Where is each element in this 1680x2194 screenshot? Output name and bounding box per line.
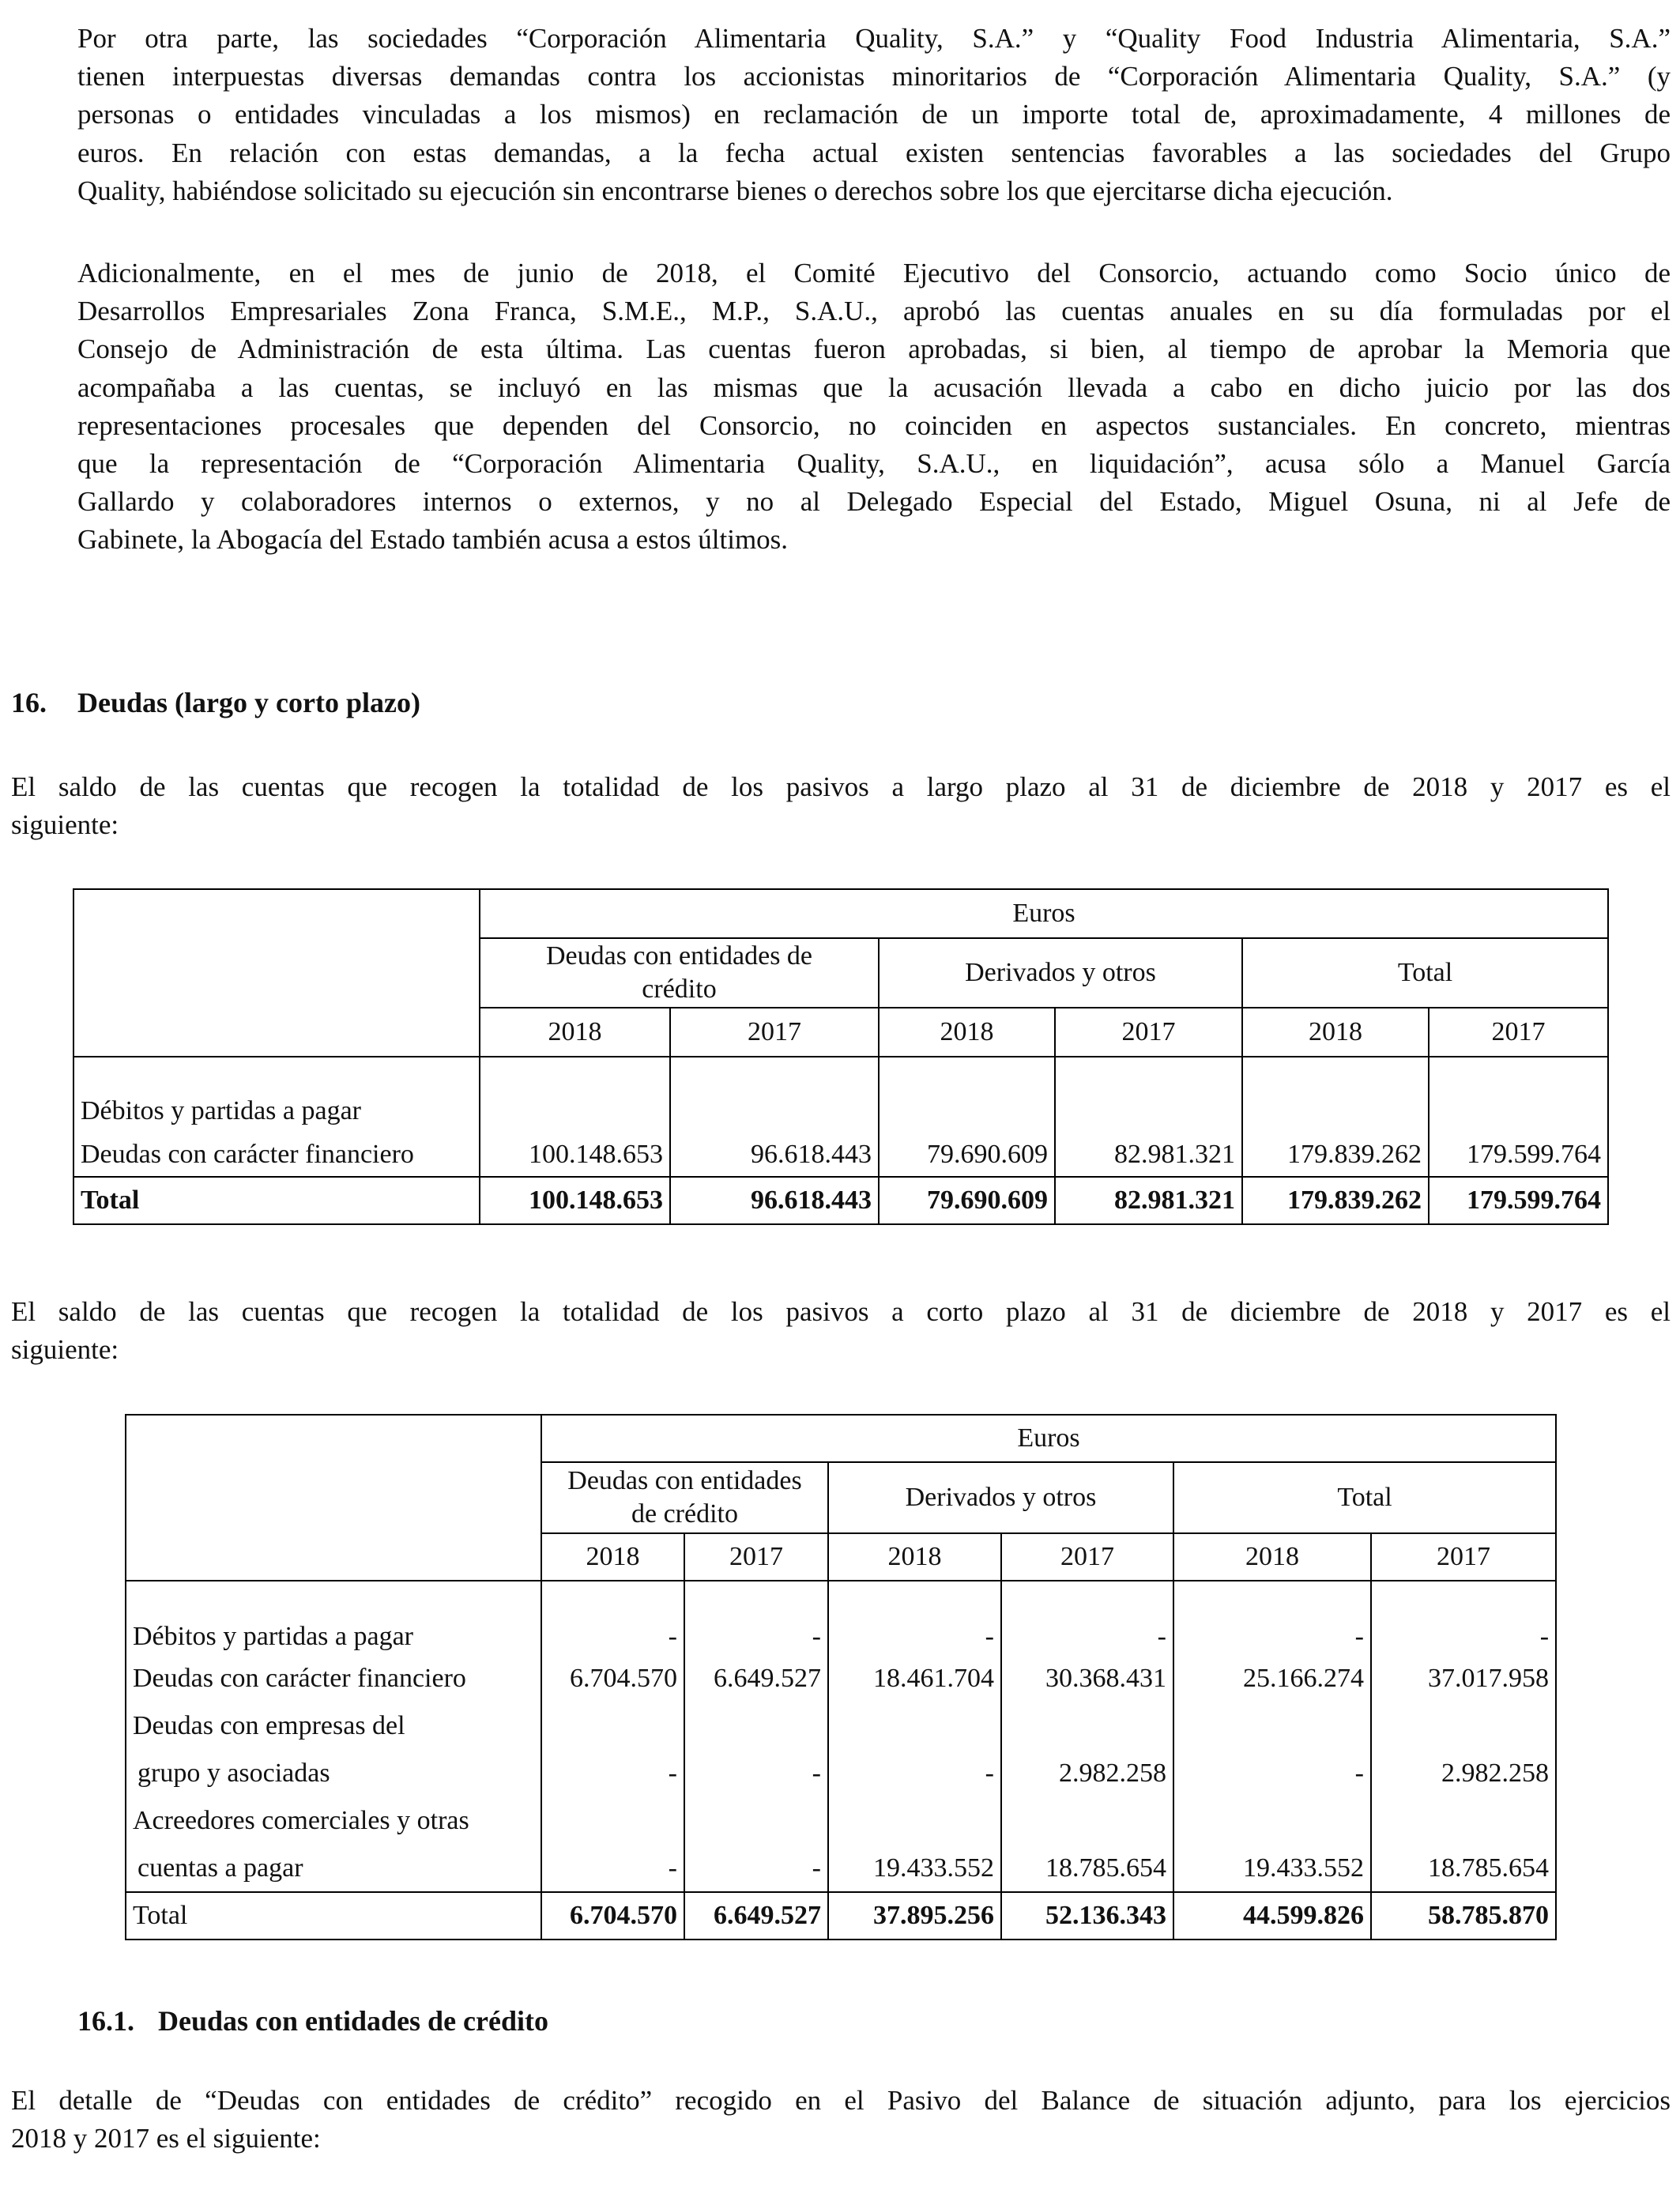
table-cell-spacer xyxy=(1001,1797,1173,1845)
table-cell: 19.433.552 xyxy=(1173,1845,1371,1892)
table-cell: - xyxy=(541,1845,684,1892)
text-line: Por otra parte, las sociedades “Corporación Alimentaria Quality, S.A.” y “Quality Food Industria Alimentaria, S.A.” xyxy=(77,23,1671,54)
text-line: El detalle de “Deudas con entidades de crédito” recogido en el Pasivo del Balance de situación adjunto, para los ejercicios xyxy=(11,2085,1671,2116)
text-line: Desarrollos Empresariales Zona Franca, S.M.E., M.P., S.A.U., aprobó las cuentas anuales en su día formuladas por el xyxy=(77,296,1671,327)
table-cell: 2.982.258 xyxy=(1001,1750,1173,1797)
text-line: tienen interpuestas diversas demandas contra los accionistas minoritarios de “Corporación Alimentaria Quality, S.A.” (y xyxy=(77,61,1671,92)
header-year: 2018 xyxy=(541,1533,684,1581)
section-number: 16. xyxy=(11,687,47,718)
total-label: Total xyxy=(73,1177,480,1224)
text-line: El saldo de las cuentas que recogen la totalidad de los pasivos a largo plazo al 31 de diciembre de 2018 y 2017 es el xyxy=(11,771,1671,802)
table-cell: - xyxy=(684,1845,828,1892)
table-long-term-debts xyxy=(73,888,1609,1225)
text-line: El saldo de las cuentas que recogen la totalidad de los pasivos a corto plazo al 31 de diciembre de 2018 y 2017 es el xyxy=(11,1296,1671,1327)
table-cell: - xyxy=(828,1750,1001,1797)
table-cell: - xyxy=(1173,1581,1371,1655)
table-cell-spacer xyxy=(828,1702,1001,1750)
table-cell-spacer xyxy=(541,1702,684,1750)
table-cell-spacer xyxy=(828,1797,1001,1845)
table-cell xyxy=(480,1057,670,1133)
table-cell-spacer xyxy=(1173,1797,1371,1845)
table-cell: 18.785.654 xyxy=(1001,1845,1173,1892)
header-group-derivados: Derivados y otros xyxy=(828,1462,1173,1533)
text-line: acompañaba a las cuentas, se incluyó en las mismas que la acusación llevada a cabo en dicho juicio por las dos xyxy=(77,371,1671,403)
table-cell: - xyxy=(1371,1581,1556,1655)
text-line: Gabinete, la Abogacía del Estado también acusa a estos últimos. xyxy=(77,524,789,556)
table-cell-spacer xyxy=(1371,1702,1556,1750)
table-corner-cell xyxy=(73,889,480,1057)
table-cell xyxy=(1242,1057,1429,1133)
table-cell-spacer xyxy=(684,1702,828,1750)
section-title: Deudas (largo y corto plazo) xyxy=(77,687,420,718)
text-line: 2018 y 2017 es el siguiente: xyxy=(11,2123,321,2154)
row-label: Débitos y partidas a pagar xyxy=(126,1581,541,1655)
table-cell: - xyxy=(684,1581,828,1655)
section-heading-16 xyxy=(11,686,420,719)
text-line: siguiente: xyxy=(11,1334,119,1366)
table-cell-spacer xyxy=(684,1797,828,1845)
table-cell: 18.785.654 xyxy=(1371,1845,1556,1892)
row-label: Deudas con empresas del xyxy=(126,1702,541,1750)
table-cell-spacer xyxy=(1173,1702,1371,1750)
header-year: 2017 xyxy=(1055,1008,1242,1057)
row-label: cuentas a pagar xyxy=(126,1845,541,1892)
table-cell: 25.166.274 xyxy=(1173,1655,1371,1702)
table-cell: - xyxy=(828,1581,1001,1655)
paragraph-corto-plazo-intro xyxy=(11,1293,1671,1369)
total-cell: 44.599.826 xyxy=(1173,1892,1371,1940)
total-cell: 52.136.343 xyxy=(1001,1892,1173,1940)
text-line: personas o entidades vinculadas a los mismos) en reclamación de un importe total de, aproximadamente, 4 millones de xyxy=(77,99,1671,130)
header-group-derivados: Derivados y otros xyxy=(879,938,1242,1008)
table-cell xyxy=(670,1057,879,1133)
header-year: 2017 xyxy=(670,1008,879,1057)
header-year: 2018 xyxy=(828,1533,1001,1581)
total-cell: 79.690.609 xyxy=(879,1177,1055,1224)
total-cell: 37.895.256 xyxy=(828,1892,1001,1940)
table-cell: - xyxy=(1173,1750,1371,1797)
section-heading-16-1 xyxy=(77,2004,548,2038)
text-line: representaciones procesales que dependen del Consorcio, no coinciden en aspectos sustanciales. En concreto, mientras xyxy=(77,409,1671,441)
row-label: Deudas con carácter financiero xyxy=(126,1655,541,1702)
total-cell: 82.981.321 xyxy=(1055,1177,1242,1224)
total-cell: 179.599.764 xyxy=(1429,1177,1608,1224)
row-label: Acreedores comerciales y otras xyxy=(126,1797,541,1845)
header-year: 2018 xyxy=(1242,1008,1429,1057)
header-group-deudas-entidades: Deudas con entidades de crédito xyxy=(480,938,879,1008)
header-year: 2017 xyxy=(1371,1533,1556,1581)
paragraph-demandas xyxy=(77,20,1671,210)
table-cell: 37.017.958 xyxy=(1371,1655,1556,1702)
table-cell: 179.599.764 xyxy=(1429,1133,1608,1177)
header-euros: Euros xyxy=(541,1415,1556,1462)
text-line: Quality, habiéndose solicitado su ejecución sin encontrarse bienes o derechos sobre los que ejercitarse dicha ejecución. xyxy=(77,175,1393,206)
header-year: 2017 xyxy=(1001,1533,1173,1581)
text-line: Gallardo y colaboradores internos o externos, y no al Delegado Especial del Estado, Miguel Osuna, ni al Jefe de xyxy=(77,486,1671,518)
table-cell: 100.148.653 xyxy=(480,1133,670,1177)
table-cell-spacer xyxy=(1001,1702,1173,1750)
text-line: Consejo de Administración de esta última. Las cuentas fueron aprobadas, si bien, al tiempo de aprobar la Memoria que xyxy=(77,334,1671,365)
text-line: que la representación de “Corporación Alimentaria Quality, S.A.U., en liquidación”, acusa sólo a Manuel García xyxy=(77,448,1671,480)
total-cell: 179.839.262 xyxy=(1242,1177,1429,1224)
header-year: 2017 xyxy=(1429,1008,1608,1057)
table-corner-cell xyxy=(126,1415,541,1581)
header-year: 2018 xyxy=(1173,1533,1371,1581)
row-label: Débitos y partidas a pagar xyxy=(73,1057,480,1133)
section-title: Deudas con entidades de crédito xyxy=(158,2005,548,2037)
header-year: 2017 xyxy=(684,1533,828,1581)
table-cell xyxy=(1429,1057,1608,1133)
table-cell xyxy=(1055,1057,1242,1133)
header-year: 2018 xyxy=(480,1008,670,1057)
table-cell: 82.981.321 xyxy=(1055,1133,1242,1177)
text-line: siguiente: xyxy=(11,809,119,841)
table-cell: - xyxy=(541,1750,684,1797)
header-group-deudas-entidades: Deudas con entidades de crédito xyxy=(541,1462,828,1533)
table-cell: 2.982.258 xyxy=(1371,1750,1556,1797)
total-cell: 6.704.570 xyxy=(541,1892,684,1940)
table-cell-spacer xyxy=(1371,1797,1556,1845)
table-cell: 6.649.527 xyxy=(684,1655,828,1702)
table-cell: 19.433.552 xyxy=(828,1845,1001,1892)
header-group-total: Total xyxy=(1173,1462,1556,1533)
table-cell: 18.461.704 xyxy=(828,1655,1001,1702)
total-label: Total xyxy=(126,1892,541,1940)
table-cell: 96.618.443 xyxy=(670,1133,879,1177)
row-label: Deudas con carácter financiero xyxy=(73,1133,480,1177)
table-short-term-debts xyxy=(125,1414,1557,1940)
table-cell xyxy=(879,1057,1055,1133)
table-cell: 79.690.609 xyxy=(879,1133,1055,1177)
table-cell: - xyxy=(1001,1581,1173,1655)
total-cell: 6.649.527 xyxy=(684,1892,828,1940)
table-cell: 179.839.262 xyxy=(1242,1133,1429,1177)
row-label: grupo y asociadas xyxy=(126,1750,541,1797)
total-cell: 100.148.653 xyxy=(480,1177,670,1224)
paragraph-comite-ejecutivo xyxy=(77,254,1671,560)
total-cell: 58.785.870 xyxy=(1371,1892,1556,1940)
header-year: 2018 xyxy=(879,1008,1055,1057)
header-group-total: Total xyxy=(1242,938,1608,1008)
section-number: 16.1. xyxy=(77,2005,134,2037)
paragraph-largo-plazo-intro xyxy=(11,768,1671,844)
table-cell-spacer xyxy=(541,1797,684,1845)
text-line: Adicionalmente, en el mes de junio de 2018, el Comité Ejecutivo del Consorcio, actuando como Socio único de xyxy=(77,258,1671,288)
table-cell: - xyxy=(541,1581,684,1655)
table-cell: 30.368.431 xyxy=(1001,1655,1173,1702)
header-euros: Euros xyxy=(480,889,1608,938)
paragraph-detalle-deudas xyxy=(11,2082,1671,2158)
text-line: euros. En relación con estas demandas, a la fecha actual existen sentencias favorables a las sociedades del Grupo xyxy=(77,137,1671,168)
total-cell: 96.618.443 xyxy=(670,1177,879,1224)
table-cell: 6.704.570 xyxy=(541,1655,684,1702)
table-cell: - xyxy=(684,1750,828,1797)
